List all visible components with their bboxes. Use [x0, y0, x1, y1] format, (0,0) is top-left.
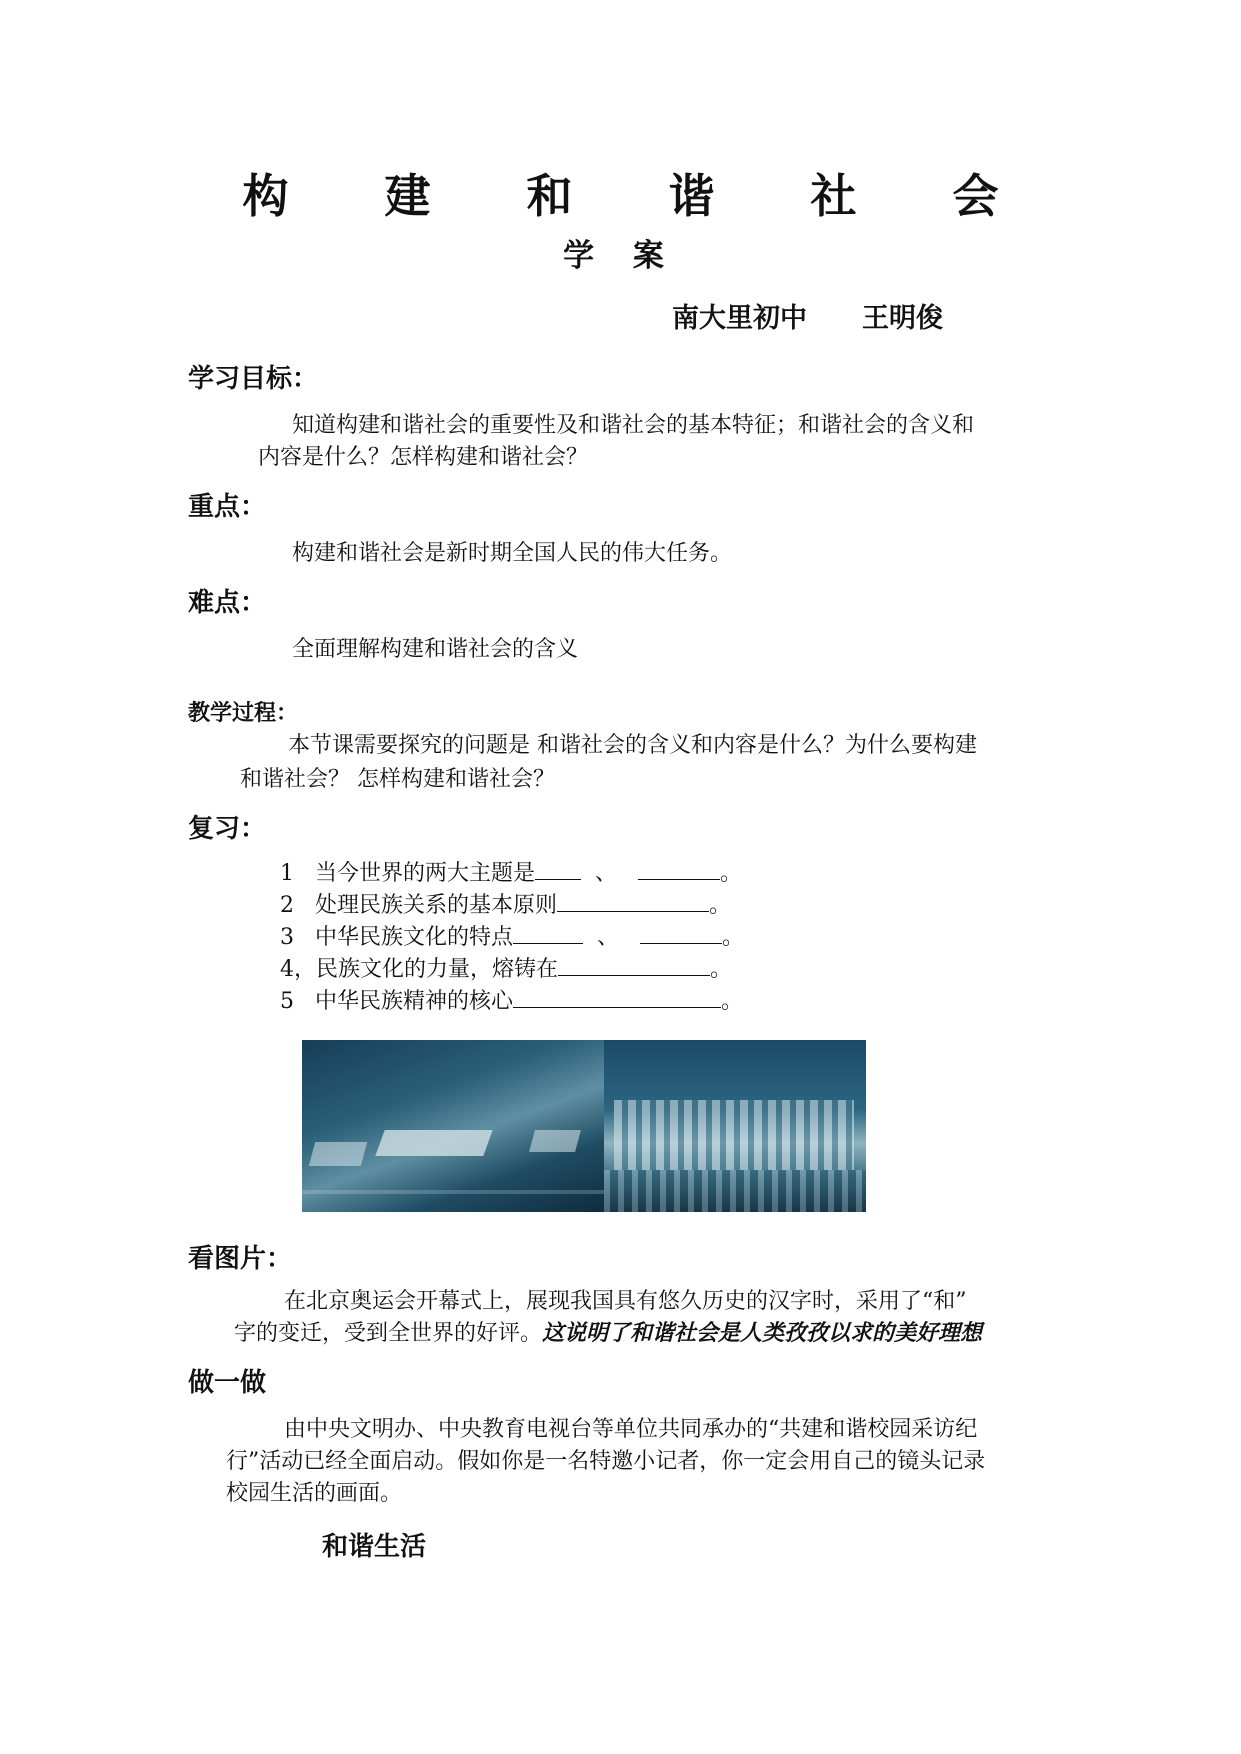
objectives-line2: 内容是什么？怎样构建和谐社会？: [258, 445, 589, 470]
author-name: 王明俊: [862, 303, 943, 334]
answer-blank[interactable]: [558, 955, 710, 976]
answer-blank[interactable]: [638, 859, 720, 880]
review-item-end: 。: [720, 861, 743, 886]
review-item-text: 中华民族精神的核心: [314, 989, 513, 1014]
key-point-heading: 重点：: [188, 492, 267, 522]
review-item-number: 2: [280, 893, 294, 918]
answer-blank[interactable]: [535, 859, 581, 880]
do-line1: 由中央文明办、中央教育电视台等单位共同承办的“共建和谐校园采访纪: [284, 1417, 978, 1442]
answer-blank[interactable]: [513, 923, 583, 944]
review-item-number: 5: [280, 989, 294, 1014]
look-line2-emphasis: 这说明了和谐社会是人类孜孜以求的美好理想: [542, 1321, 983, 1346]
review-item-end: 。: [722, 925, 745, 950]
author-school: 南大里初中: [672, 303, 807, 334]
do-line3: 校园生活的画面。: [226, 1481, 403, 1506]
review-item-separator: 、: [597, 925, 620, 950]
look-line2: [234, 1316, 982, 1347]
look-heading: 看图片：: [188, 1244, 293, 1274]
do-heading: 做一做: [188, 1368, 267, 1398]
review-item-text: 中华民族文化的特点: [314, 925, 513, 950]
review-item-number: 3: [280, 925, 294, 950]
key-point-text: 构建和谐社会是新时期全国人民的伟大任务。: [292, 541, 733, 566]
process-line2: 和谐社会？ 怎样构建和谐社会？: [240, 767, 555, 792]
look-line2-text: 字的变迁，受到全世界的好评。: [234, 1321, 543, 1346]
difficulty-heading: 难点：: [188, 588, 267, 618]
answer-blank[interactable]: [640, 923, 722, 944]
review-item-text: 民族文化的力量，熔铸在: [316, 957, 559, 982]
difficulty-text: 全面理解构建和谐社会的含义: [292, 637, 579, 662]
review-item-4: [280, 952, 732, 983]
look-line1: 在北京奥运会开幕式上，展现我国具有悠久历史的汉字时，采用了“和”: [284, 1289, 967, 1314]
review-item-2: [280, 888, 731, 919]
objectives-line1: 知道构建和谐社会的重要性及和谐社会的基本特征；和谐社会的含义和: [292, 413, 975, 438]
review-item-number: 4，: [280, 957, 316, 982]
do-line2: 行”活动已经全面启动。假如你是一名特邀小记者，你一定会用自己的镜头记录: [226, 1449, 986, 1474]
review-item-text: 当今世界的两大主题是: [314, 861, 535, 886]
process-heading: 教学过程：: [188, 701, 299, 726]
review-item-number: 1: [280, 861, 294, 886]
review-item-3: [280, 920, 744, 951]
answer-blank[interactable]: [513, 987, 721, 1008]
olympic-character-photo-left: [302, 1040, 604, 1212]
objectives-heading: 学习目标：: [188, 364, 319, 394]
answer-blank[interactable]: [557, 891, 709, 912]
process-line1: 本节课需要探究的问题是 和谐社会的含义和内容是什么？为什么要构建: [288, 733, 977, 758]
review-item-end: 。: [710, 957, 733, 982]
page-subtitle: 学 案: [563, 238, 678, 274]
harmonious-life-heading: 和谐生活: [322, 1532, 427, 1562]
review-item-text: 处理民族关系的基本原则: [314, 893, 557, 918]
review-item-1: [280, 856, 742, 887]
page-title: 构 建 和 谐 社 会: [242, 169, 1039, 223]
review-item-end: 。: [721, 989, 744, 1014]
review-item-end: 。: [709, 893, 732, 918]
olympic-character-photo-right: [604, 1040, 866, 1212]
review-item-5: [280, 984, 743, 1015]
review-heading: 复习：: [188, 814, 267, 844]
review-item-separator: 、: [595, 861, 618, 886]
